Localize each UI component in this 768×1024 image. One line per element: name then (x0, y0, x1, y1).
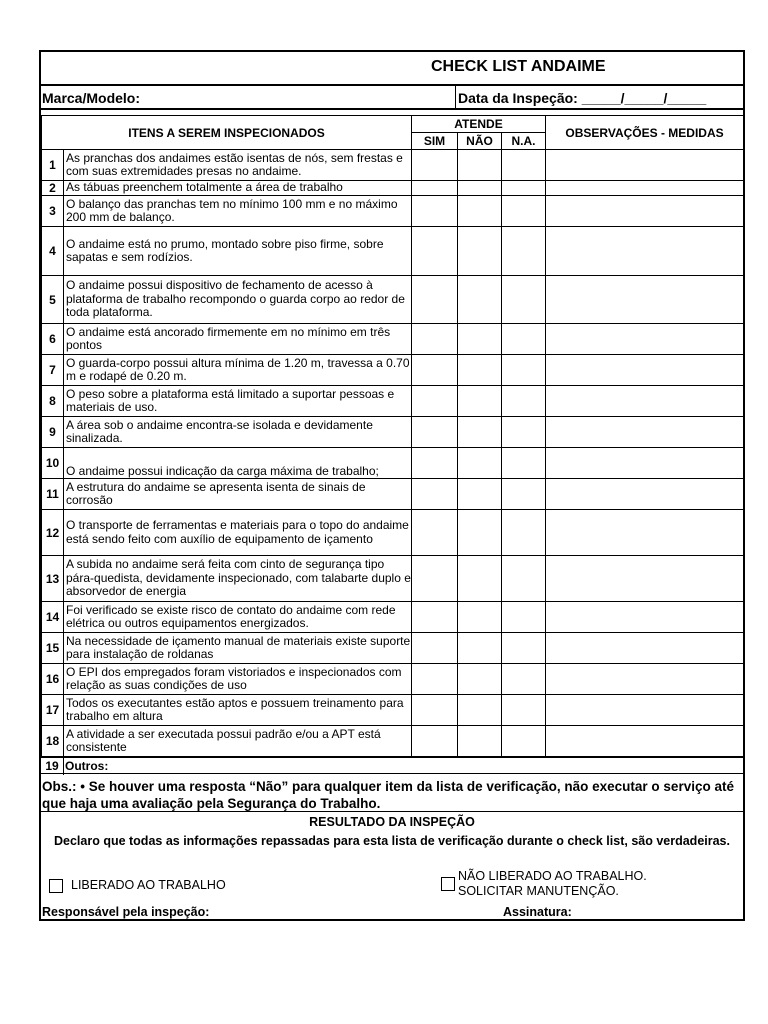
item-text: A atividade a ser executada possui padrão e/ou a APT está consistente (64, 726, 412, 757)
observacoes-cell[interactable] (546, 196, 744, 227)
sim-cell[interactable] (412, 276, 458, 324)
nao-cell[interactable] (458, 510, 502, 556)
nao-cell[interactable] (458, 602, 502, 633)
sim-cell[interactable] (412, 181, 458, 196)
solicitar-manutencao-label: SOLICITAR MANUTENÇÃO. (458, 884, 619, 898)
table-row (42, 479, 744, 510)
item-number: 1 (42, 150, 64, 181)
item-number: 9 (42, 417, 64, 448)
table-row (42, 510, 744, 556)
item-number: 7 (42, 355, 64, 386)
observacoes-cell[interactable] (546, 227, 744, 276)
nao-cell[interactable] (458, 196, 502, 227)
inspection-table (41, 115, 744, 757)
sim-cell[interactable] (412, 602, 458, 633)
observacoes-cell[interactable] (546, 602, 744, 633)
header-itens: ITENS A SEREM INSPECIONADOS (42, 116, 412, 150)
table-row (42, 602, 744, 633)
sim-cell[interactable] (412, 726, 458, 757)
item-number: 6 (42, 324, 64, 355)
observacoes-cell[interactable] (546, 386, 744, 417)
na-cell[interactable] (502, 556, 546, 602)
table-row (42, 664, 744, 695)
na-cell[interactable] (502, 196, 546, 227)
sim-cell[interactable] (412, 510, 458, 556)
item-number: 17 (42, 695, 64, 726)
item-number: 11 (42, 479, 64, 510)
marca-modelo-label: Marca/Modelo: (42, 90, 141, 106)
nao-cell[interactable] (458, 695, 502, 726)
observacoes-cell[interactable] (546, 556, 744, 602)
table-row (42, 276, 744, 324)
na-cell[interactable] (502, 181, 546, 196)
item-number: 12 (42, 510, 64, 556)
assinatura-label: Assinatura: (503, 905, 572, 919)
na-cell[interactable] (502, 633, 546, 664)
header-na: N.A. (502, 133, 546, 150)
item-text: A área sob o andaime encontra-se isolada e devidamente sinalizada. (64, 417, 412, 448)
item-text: Todos os executantes estão aptos e possuem treinamento para trabalho em altura (64, 695, 412, 726)
nao-cell[interactable] (458, 355, 502, 386)
observacoes-cell[interactable] (546, 695, 744, 726)
item-number: 2 (42, 181, 64, 196)
nao-cell[interactable] (458, 664, 502, 695)
title-row (41, 52, 743, 86)
observacoes-cell[interactable] (546, 355, 744, 386)
table-row (42, 695, 744, 726)
item-number: 10 (42, 448, 64, 479)
table-row (42, 448, 744, 479)
sim-cell[interactable] (412, 386, 458, 417)
table-row (42, 196, 744, 227)
nao-cell[interactable] (458, 726, 502, 757)
outros-row (41, 757, 743, 774)
item-number: 14 (42, 602, 64, 633)
na-cell[interactable] (502, 726, 546, 757)
header-nao: NÃO (458, 133, 502, 150)
item-number: 18 (42, 726, 64, 757)
na-cell[interactable] (502, 664, 546, 695)
observacoes-cell[interactable] (546, 181, 744, 196)
header-sim: SIM (412, 133, 458, 150)
outros-label: Outros: (65, 759, 109, 773)
na-cell[interactable] (502, 695, 546, 726)
sim-cell[interactable] (412, 150, 458, 181)
na-cell[interactable] (502, 276, 546, 324)
obs-note: Obs.: • Se houver uma resposta “Não” para qualquer item da lista de verificação, não executar o serviço até que haja uma avaliação pela Segurança do Trabalho. (41, 774, 743, 812)
observacoes-cell[interactable] (546, 726, 744, 757)
item-text: As tábuas preenchem totalmente a área de trabalho (64, 181, 412, 196)
table-row (42, 417, 744, 448)
item-text: O peso sobre a plataforma está limitado a suportar pessoas e materiais de uso. (64, 386, 412, 417)
item-number: 5 (42, 276, 64, 324)
sim-cell[interactable] (412, 227, 458, 276)
table-row (42, 355, 744, 386)
nao-cell[interactable] (458, 556, 502, 602)
item-text: O andaime está no prumo, montado sobre piso firme, sobre sapatas e sem rodízios. (64, 227, 412, 276)
header-atende: ATENDE (412, 116, 546, 133)
nao-liberado-checkbox[interactable] (441, 877, 455, 891)
item-text: Na necessidade de içamento manual de materiais existe suporte para instalação de roldanas (64, 633, 412, 664)
observacoes-cell[interactable] (546, 479, 744, 510)
responsavel-label: Responsável pela inspeção: (42, 905, 210, 919)
marca-data-row (41, 86, 743, 110)
sim-cell[interactable] (412, 556, 458, 602)
observacoes-cell[interactable] (546, 633, 744, 664)
observacoes-cell[interactable] (546, 510, 744, 556)
item-text: O EPI dos empregados foram vistoriados e inspecionados com relação as suas condições de uso (64, 664, 412, 695)
liberado-label: LIBERADO AO TRABALHO (71, 878, 226, 892)
item-text: O andaime está ancorado firmemente em no mínimo em três pontos (64, 324, 412, 355)
table-row (42, 386, 744, 417)
item-text: O andaime possui indicação da carga máxima de trabalho; (64, 448, 412, 479)
sim-cell[interactable] (412, 355, 458, 386)
table-row (42, 181, 744, 196)
na-cell[interactable] (502, 479, 546, 510)
nao-cell[interactable] (458, 448, 502, 479)
table-row (42, 324, 744, 355)
observacoes-cell[interactable] (546, 276, 744, 324)
observacoes-cell[interactable] (546, 448, 744, 479)
nao-cell[interactable] (458, 150, 502, 181)
na-cell[interactable] (502, 448, 546, 479)
sim-cell[interactable] (412, 324, 458, 355)
na-cell[interactable] (502, 324, 546, 355)
liberado-option[interactable] (49, 878, 226, 893)
item-number: 15 (42, 633, 64, 664)
page-title: CHECK LIST ANDAIME (431, 58, 606, 75)
item-number: 16 (42, 664, 64, 695)
item-number: 13 (42, 556, 64, 602)
item-text: O transporte de ferramentas e materiais para o topo do andaime está sendo feito com auxílio de equipamento de içamento (64, 510, 412, 556)
resultado-title: RESULTADO DA INSPEÇÃO (309, 815, 475, 829)
item-text: O balanço das pranchas tem no mínimo 100 mm e no máximo 200 mm de balanço. (64, 196, 412, 227)
nao-cell[interactable] (458, 324, 502, 355)
na-cell[interactable] (502, 227, 546, 276)
sim-cell[interactable] (412, 479, 458, 510)
table-row (42, 150, 744, 181)
nao-liberado-label: NÃO LIBERADO AO TRABALHO. (458, 869, 647, 883)
observacoes-cell[interactable] (546, 664, 744, 695)
sim-cell[interactable] (412, 448, 458, 479)
nao-cell[interactable] (458, 227, 502, 276)
item-number: 3 (42, 196, 64, 227)
liberado-checkbox[interactable] (49, 879, 63, 893)
item-text: O guarda-corpo possui altura mínima de 1.20 m, travessa a 0.70 m e rodapé de 0.20 m. (64, 355, 412, 386)
table-row (42, 227, 744, 276)
observacoes-cell[interactable] (546, 150, 744, 181)
table-row (42, 726, 744, 757)
sim-cell[interactable] (412, 196, 458, 227)
nao-cell[interactable] (458, 181, 502, 196)
nao-cell[interactable] (458, 417, 502, 448)
sim-cell[interactable] (412, 664, 458, 695)
table-row (42, 556, 744, 602)
observacoes-cell[interactable] (546, 324, 744, 355)
na-cell[interactable] (502, 150, 546, 181)
item-text: As pranchas dos andaimes estão isentas de nós, sem frestas e com suas extremidades presas no andaime. (64, 150, 412, 181)
item-text: O andaime possui dispositivo de fechamento de acesso à plataforma de trabalho recompondo o guarda corpo ao redor de toda plataforma. (64, 276, 412, 324)
outros-number: 19 (45, 759, 59, 773)
na-cell[interactable] (502, 386, 546, 417)
na-cell[interactable] (502, 417, 546, 448)
table-row (42, 633, 744, 664)
data-inspecao-label: Data da Inspeção: _____/_____/_____ (458, 90, 707, 106)
na-cell[interactable] (502, 510, 546, 556)
item-number: 4 (42, 227, 64, 276)
observacoes-cell[interactable] (546, 417, 744, 448)
sim-cell[interactable] (412, 417, 458, 448)
header-observacoes: OBSERVAÇÕES - MEDIDAS (546, 116, 744, 150)
declaracao-text: Declaro que todas as informações repassadas para esta lista de verificação durante o check list, são verdadeiras. (53, 834, 730, 848)
item-text: Foi verificado se existe risco de contato do andaime com rede elétrica ou outros equipamentos energizados. (64, 602, 412, 633)
na-cell[interactable] (502, 602, 546, 633)
checklist-sheet (39, 50, 745, 921)
item-text: A subida no andaime será feita com cinto de segurança tipo pára-quedista, devidamente inspecionado, com talabarte duplo e absorvedor de energia (64, 556, 412, 602)
nao-cell[interactable] (458, 633, 502, 664)
item-number: 8 (42, 386, 64, 417)
na-cell[interactable] (502, 355, 546, 386)
item-text: A estrutura do andaime se apresenta isenta de sinais de corrosão (64, 479, 412, 510)
nao-cell[interactable] (458, 276, 502, 324)
sim-cell[interactable] (412, 633, 458, 664)
nao-cell[interactable] (458, 386, 502, 417)
nao-cell[interactable] (458, 479, 502, 510)
sim-cell[interactable] (412, 695, 458, 726)
